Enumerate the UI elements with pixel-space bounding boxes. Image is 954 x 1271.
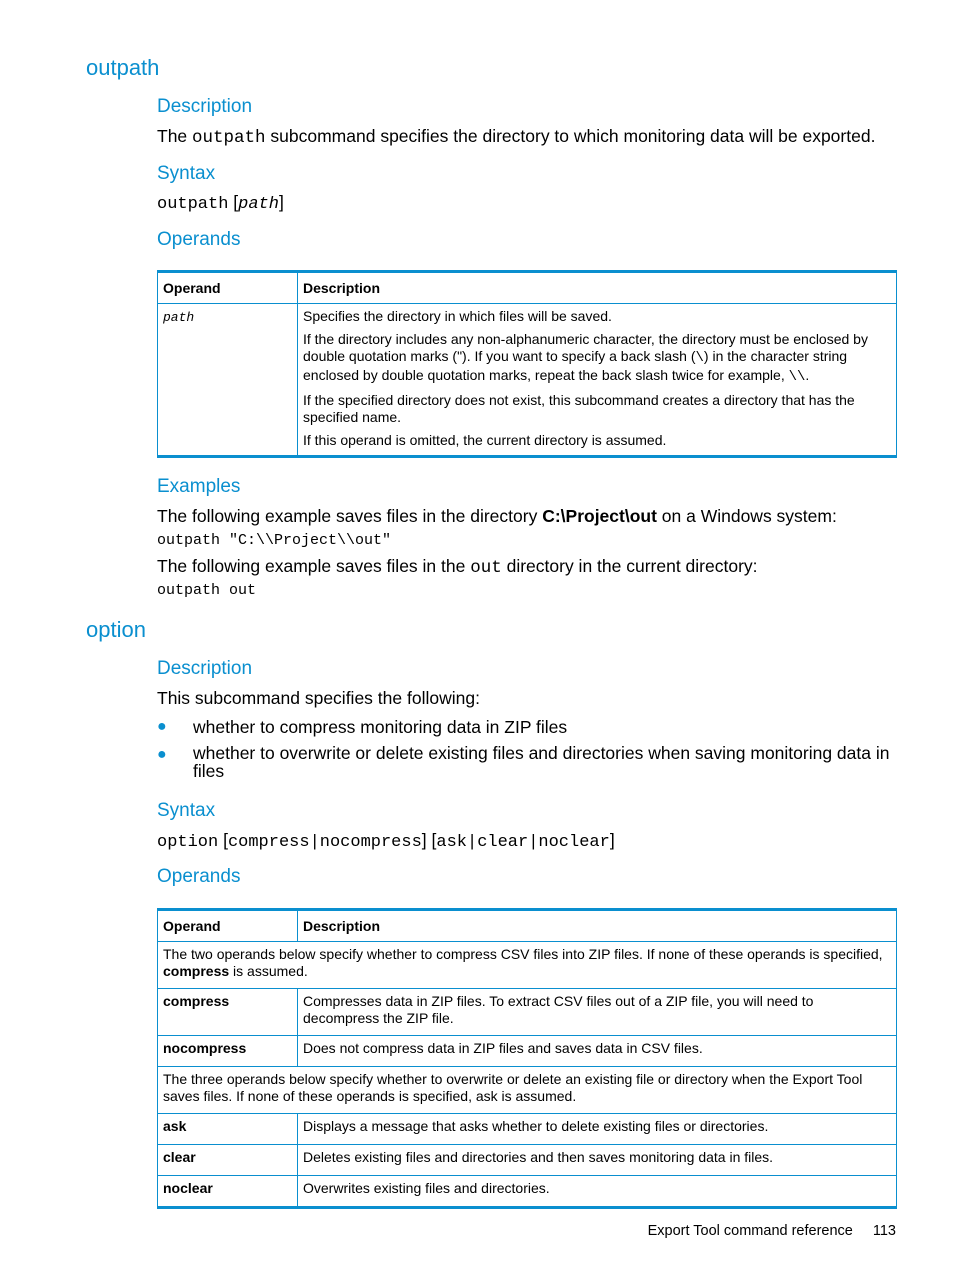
example-1-code: outpath "C:\\Project\\out" (157, 532, 392, 549)
table-group-row (158, 942, 897, 989)
description-cell (298, 304, 897, 457)
text: The following example saves files in the (157, 556, 471, 576)
inline-code: \ (695, 350, 704, 366)
group-note: The three operands below specify whether to overwrite or delete an existing file or directory when the Export Tool saves files. If none of these operands is specified, ask is assumed. (158, 1067, 897, 1114)
text: The following example saves files in the directory (157, 506, 543, 526)
operand-cell (158, 304, 298, 457)
operands-table-option (157, 908, 897, 1209)
operand-cell (158, 1114, 298, 1145)
bullet-icon: ● (157, 718, 167, 735)
text: ) in the character string enclosed by double quotation marks, repeat the back slash twice for example, (303, 348, 848, 383)
description-text: This subcommand specifies the following: (157, 688, 480, 708)
description-heading: Description (157, 96, 253, 117)
bullet-icon: ● (157, 746, 167, 763)
text: is assumed. (229, 963, 308, 979)
example-2-text (157, 555, 897, 579)
operand-name: clear (163, 1149, 196, 1165)
syntax-argument: path (238, 195, 279, 214)
table-row (158, 1145, 897, 1176)
operand-name: noclear (163, 1180, 213, 1196)
inline-code: outpath (192, 128, 266, 148)
description-heading: Description (157, 658, 253, 679)
table-group-row (158, 1067, 897, 1114)
list-item: whether to overwrite or delete existing files and directories when saving monitoring data in files (193, 743, 890, 781)
operand-cell (158, 1145, 298, 1176)
text: [ (218, 830, 228, 850)
text: . (805, 367, 810, 383)
description-cell: Compresses data in ZIP files. To extract CSV files out of a ZIP file, you will need to decompress the ZIP file. (298, 989, 897, 1036)
operand-cell (158, 1176, 298, 1208)
table-row (158, 1036, 897, 1067)
inline-code: out (470, 558, 502, 578)
table-header-row (158, 910, 897, 942)
paragraph: Specifies the directory in which files will be saved. (303, 308, 612, 324)
list-item: whether to compress monitoring data in ZIP files (193, 717, 568, 737)
paragraph (303, 331, 891, 386)
operand-name: ask (163, 1118, 187, 1134)
text: ] (278, 192, 284, 212)
text: If the directory includes any non-alphanumeric character, the directory must be enclosed by double quotation marks ("). If you want to specify a back slash ( (303, 331, 868, 364)
paragraph: If the specified directory does not exist, this subcommand creates a directory that has the specified name. (303, 392, 855, 425)
text: [ (228, 192, 239, 212)
syntax-command: option (157, 833, 219, 852)
description-cell: Does not compress data in ZIP files and saves data in CSV files. (298, 1036, 897, 1067)
page-number: 113 (872, 1223, 896, 1239)
syntax-command: outpath (157, 195, 229, 214)
syntax-line (157, 191, 284, 216)
column-header-operand: Operand (158, 910, 298, 942)
syntax-argument: ask|clear|noclear (436, 833, 610, 852)
syntax-heading: Syntax (157, 163, 216, 184)
text: ] [ (421, 830, 437, 850)
operand-cell (158, 989, 298, 1036)
description-cell: Deletes existing files and directories and then saves monitoring data in files. (298, 1145, 897, 1176)
example-2-code: outpath out (157, 582, 257, 599)
syntax-argument: compress|nocompress (227, 833, 422, 852)
section-title-outpath: outpath (86, 55, 160, 80)
operands-heading: Operands (157, 229, 241, 250)
text: subcommand specifies the directory to which monitoring data will be exported. (265, 126, 876, 146)
operand-name: compress (163, 993, 230, 1009)
text: The (157, 126, 193, 146)
text: directory in the current directory: (501, 556, 758, 576)
column-header-operand: Operand (158, 272, 298, 304)
inline-code: \\ (788, 369, 806, 385)
bold-path: C:\Project\out (542, 506, 657, 526)
table-header-row (158, 272, 897, 304)
examples-heading: Examples (157, 476, 241, 497)
description-cell: Displays a message that asks whether to delete existing files or directories. (298, 1114, 897, 1145)
operands-heading: Operands (157, 866, 241, 887)
operands-table-outpath (157, 270, 897, 458)
page-footer (648, 1223, 896, 1239)
syntax-line (157, 829, 615, 854)
syntax-heading: Syntax (157, 800, 216, 821)
description-text (157, 125, 897, 149)
column-header-description: Description (298, 910, 897, 942)
table-row (158, 989, 897, 1036)
example-1-text (157, 505, 897, 527)
paragraph: If this operand is omitted, the current directory is assumed. (303, 432, 667, 448)
bold-operand: compress (163, 963, 230, 979)
text: ] (609, 830, 615, 850)
section-title-option: option (86, 617, 146, 642)
column-header-description: Description (298, 272, 897, 304)
description-cell: Overwrites existing files and directories. (298, 1176, 897, 1208)
text: on a Windows system: (656, 506, 837, 526)
operand-name: nocompress (163, 1040, 247, 1056)
operand-path: path (163, 310, 195, 325)
text: The two operands below specify whether to compress CSV files into ZIP files. If none of these operands is specified, (163, 946, 883, 962)
table-row (158, 1176, 897, 1208)
table-row (158, 304, 897, 457)
footer-section-title: Export Tool command reference (647, 1223, 853, 1239)
table-row (158, 1114, 897, 1145)
operand-cell (158, 1036, 298, 1067)
group-note (158, 942, 897, 989)
